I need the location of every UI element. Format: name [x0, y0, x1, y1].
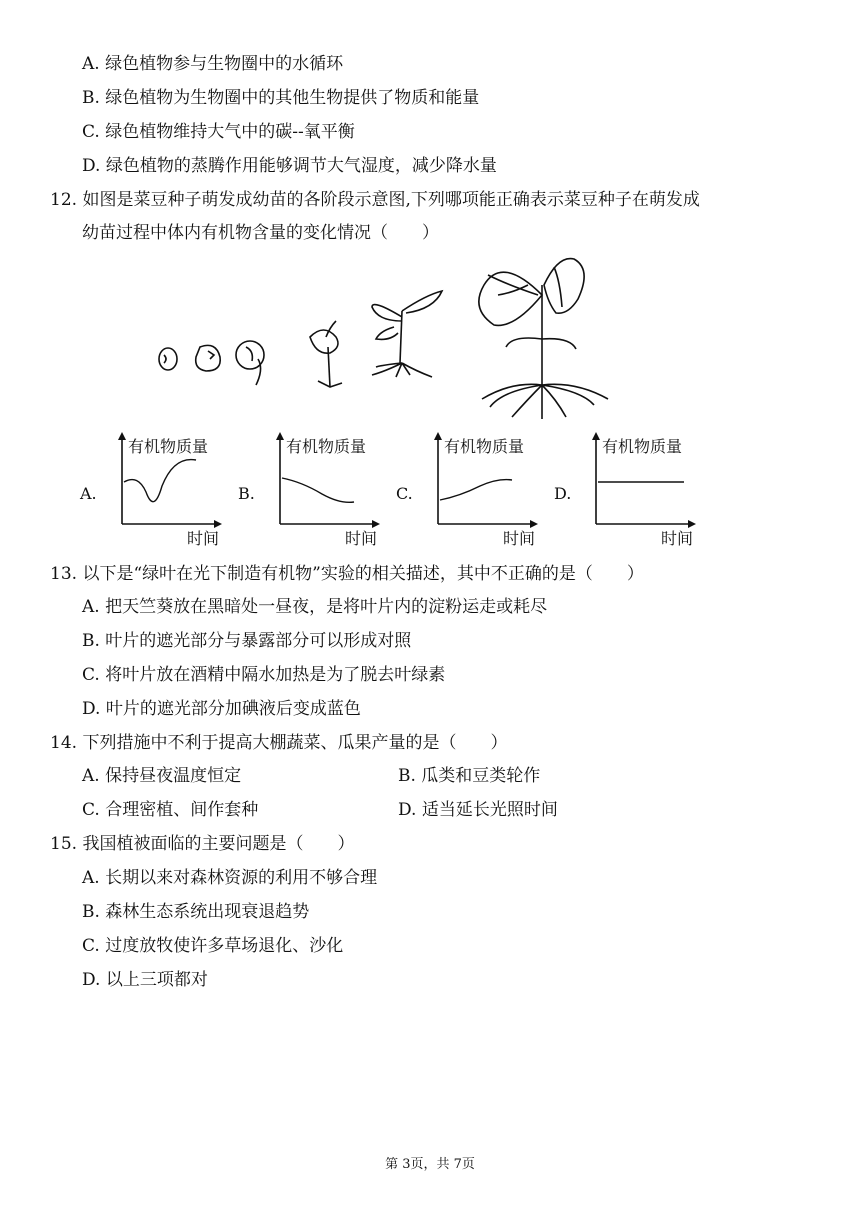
q14-option-c: C. 合理密植、间作套种 [82, 800, 259, 820]
graph-b-curve [282, 478, 354, 502]
seed-stage-3 [236, 341, 264, 385]
q13-option-b: B. 叶片的遮光部分与暴露部分可以形成对照 [82, 631, 412, 651]
q15-option-c: C. 过度放牧使许多草场退化、沙化 [82, 936, 344, 956]
graph-option-d [554, 430, 704, 550]
graph-d-xlabel: 时间 [661, 529, 694, 548]
graph-c-ylabel: 有机物质量 [444, 437, 525, 456]
plant-stage-6 [479, 259, 608, 419]
page-footer: 第 3页，共 7页 [385, 1157, 475, 1172]
q15-option-d: D. 以上三项都对 [82, 970, 208, 990]
graph-a-xlabel: 时间 [187, 529, 220, 548]
q14-option-a: A. 保持昼夜温度恒定 [82, 766, 242, 786]
q11-option-a: A. 绿色植物参与生物圈中的水循环 [82, 54, 344, 74]
seedling-stage-5 [372, 291, 442, 377]
q14-option-d: D. 适当延长光照时间 [398, 800, 558, 820]
graph-option-c [396, 430, 546, 550]
graph-option-a [80, 430, 230, 550]
seed-stage-2 [196, 345, 221, 371]
seedling-stage-4 [310, 321, 342, 387]
graph-b-ylabel: 有机物质量 [286, 437, 367, 456]
q13-option-d: D. 叶片的遮光部分加碘液后变成蓝色 [82, 699, 361, 719]
q12-stem-line1: 12. 如图是菜豆种子萌发成幼苗的各阶段示意图,下列哪项能正确表示菜豆种子在萌发成 [50, 190, 700, 210]
graph-c-xlabel: 时间 [503, 529, 536, 548]
graph-a-curve [124, 460, 196, 502]
q11-option-c: C. 绿色植物维持大气中的碳--氧平衡 [82, 122, 355, 142]
q15-option-a: A. 长期以来对森林资源的利用不够合理 [82, 868, 378, 888]
graph-c-letter: C. [396, 484, 413, 503]
q14-stem: 14. 下列措施中不利于提高大棚蔬菜、瓜果产量的是（ ） [50, 733, 508, 753]
q14-option-b: B. 瓜类和豆类轮作 [398, 766, 541, 786]
graph-c-curve [440, 480, 512, 500]
graph-option-b [238, 430, 388, 550]
graph-d-letter: D. [554, 484, 572, 503]
q11-option-b: B. 绿色植物为生物圈中的其他生物提供了物质和能量 [82, 88, 480, 108]
q12-stem-line2: 幼苗过程中体内有机物含量的变化情况（ ） [82, 223, 439, 243]
q11-option-d: D. 绿色植物的蒸腾作用能够调节大气湿度，减少降水量 [82, 156, 497, 176]
graph-b-letter: B. [238, 484, 255, 503]
q15-stem: 15. 我国植被面临的主要问题是（ ） [50, 834, 355, 854]
q15-option-b: B. 森林生态系统出现衰退趋势 [82, 902, 310, 922]
bean-germination-illustration [150, 255, 630, 425]
q13-stem: 13. 以下是“绿叶在光下制造有机物”实验的相关描述，其中不正确的是（ ） [50, 564, 644, 584]
seed-stage-1 [159, 348, 177, 370]
q13-option-c: C. 将叶片放在酒精中隔水加热是为了脱去叶绿素 [82, 665, 446, 685]
graph-b-xlabel: 时间 [345, 529, 378, 548]
q13-option-a: A. 把天竺葵放在黑暗处一昼夜，是将叶片内的淀粉运走或耗尽 [82, 597, 548, 617]
graph-d-ylabel: 有机物质量 [602, 437, 683, 456]
graph-a-ylabel: 有机物质量 [128, 437, 209, 456]
graph-a-letter: A. [80, 484, 97, 503]
